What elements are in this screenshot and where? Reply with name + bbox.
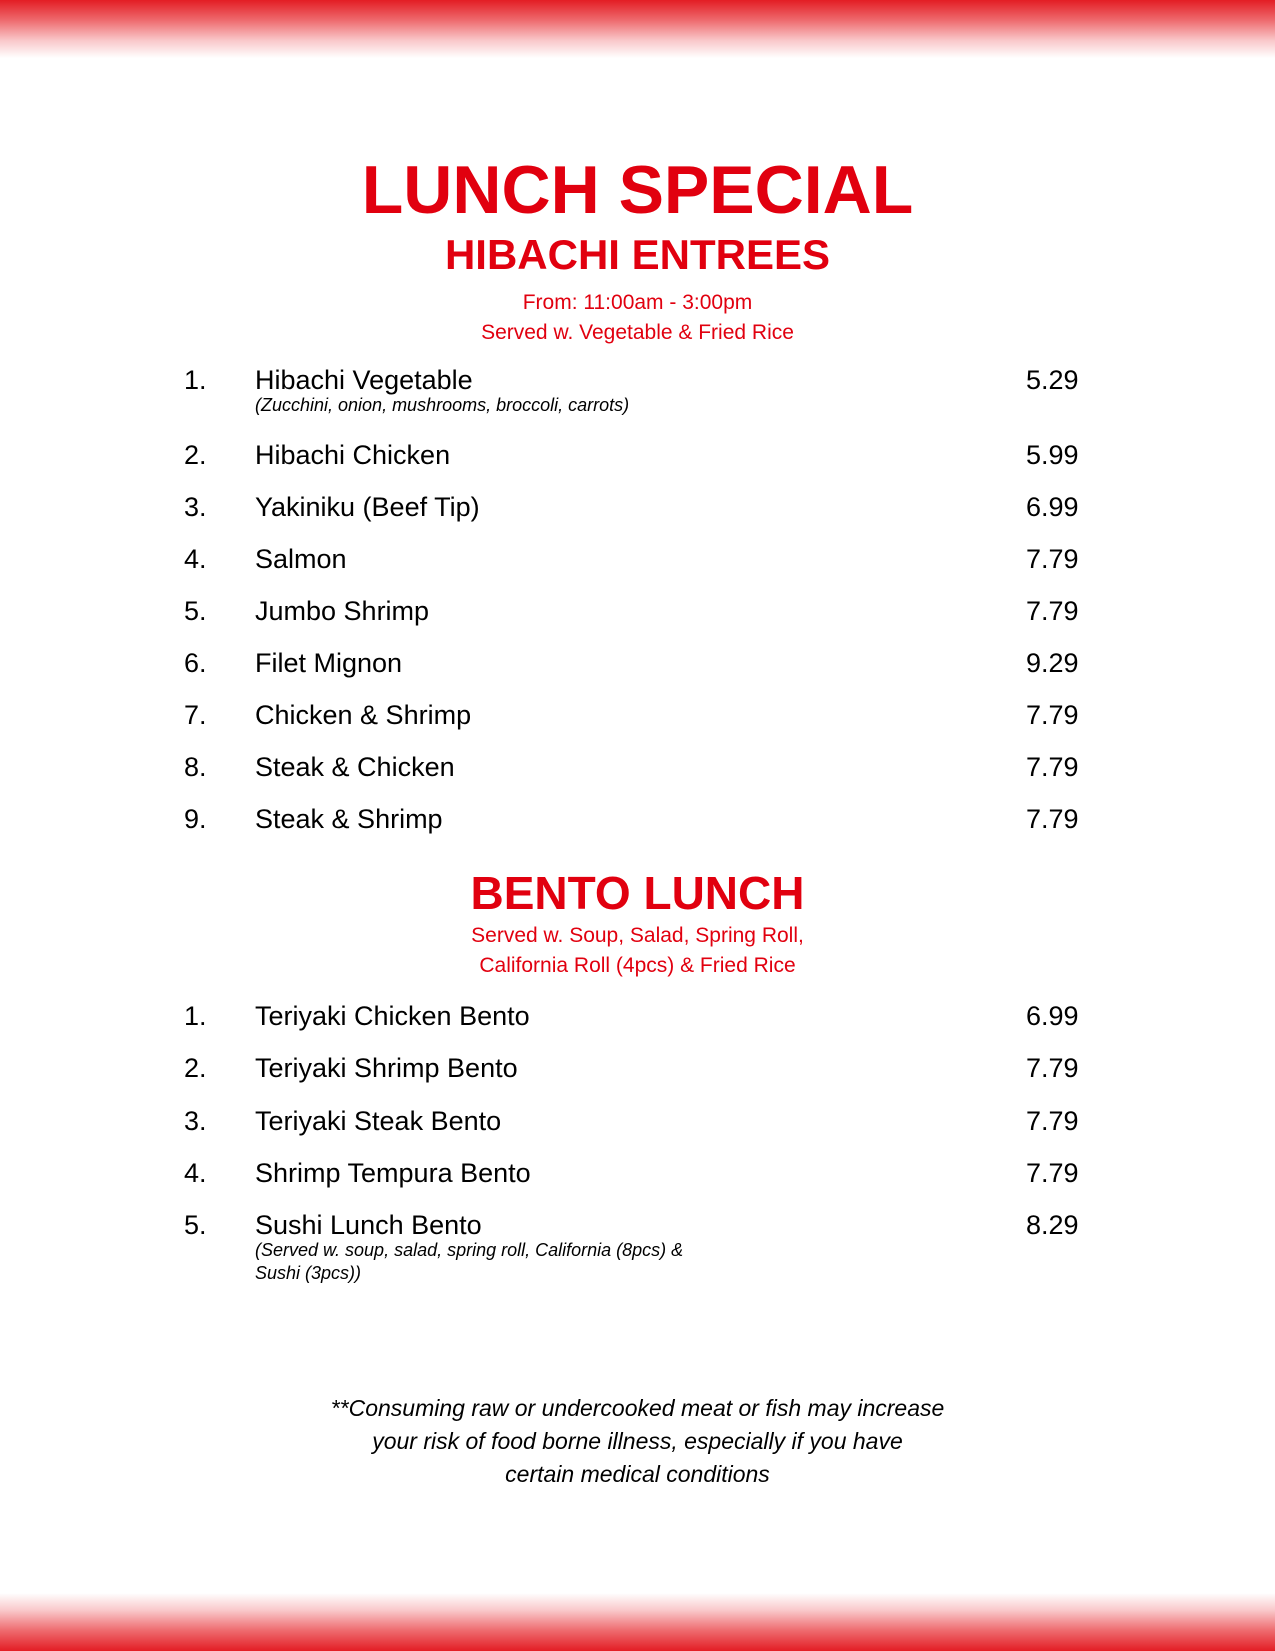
item-price: 7.79 xyxy=(1026,1158,1079,1188)
item-name: Teriyaki Shrimp Bento xyxy=(255,1053,518,1083)
item-name: Teriyaki Chicken Bento xyxy=(255,1001,530,1031)
top-red-band xyxy=(0,0,1275,58)
item-number: 3. xyxy=(184,1106,207,1136)
item-number: 7. xyxy=(184,700,207,730)
menu-item xyxy=(0,803,1275,843)
item-name: Chicken & Shrimp xyxy=(255,700,472,730)
section-title-bento: BENTO LUNCH xyxy=(470,867,805,919)
menu-item xyxy=(0,699,1275,739)
item-number: 1. xyxy=(184,1001,207,1031)
item-price: 5.29 xyxy=(1026,365,1079,395)
menu-item xyxy=(0,647,1275,687)
item-name: Steak & Chicken xyxy=(255,752,455,782)
item-name: Yakiniku (Beef Tip) xyxy=(255,492,480,522)
item-name: Hibachi Chicken xyxy=(255,440,451,470)
menu-item xyxy=(0,1052,1275,1092)
item-number: 2. xyxy=(184,440,207,470)
item-price: 5.99 xyxy=(1026,440,1079,470)
item-number: 4. xyxy=(184,1158,207,1188)
bento-served-with-note: California Roll (4pcs) & Fried Rice xyxy=(479,954,796,977)
item-name: Salmon xyxy=(255,544,347,574)
menu-item xyxy=(0,439,1275,479)
item-price: 7.79 xyxy=(1026,1106,1079,1136)
item-number: 5. xyxy=(184,1210,207,1240)
item-name: Shrimp Tempura Bento xyxy=(255,1158,531,1188)
menu-item xyxy=(0,595,1275,635)
item-number: 2. xyxy=(184,1053,207,1083)
hibachi-served-with-note: Served w. Vegetable & Fried Rice xyxy=(481,321,794,344)
menu-item xyxy=(0,1157,1275,1197)
item-description: (Zucchini, onion, mushrooms, broccoli, carrots) xyxy=(255,395,630,415)
item-price: 7.79 xyxy=(1026,804,1079,834)
section-title-hibachi: HIBACHI ENTREES xyxy=(444,231,831,278)
menu-item xyxy=(0,543,1275,583)
disclaimer-line: **Consuming raw or undercooked meat or fish may increase xyxy=(330,1395,945,1421)
item-price: 7.79 xyxy=(1026,1053,1079,1083)
item-price: 6.99 xyxy=(1026,492,1079,522)
item-name: Teriyaki Steak Bento xyxy=(255,1106,502,1136)
menu-item xyxy=(0,1209,1275,1289)
item-description: (Served w. soup, salad, spring roll, California (8pcs) & xyxy=(255,1240,684,1260)
menu-item xyxy=(0,1000,1275,1040)
menu-title: LUNCH SPECIAL xyxy=(361,152,914,228)
food-safety-disclaimer xyxy=(0,1392,1275,1491)
item-price: 7.79 xyxy=(1026,700,1079,730)
item-name: Sushi Lunch Bento xyxy=(255,1210,482,1240)
item-number: 4. xyxy=(184,544,207,574)
item-number: 8. xyxy=(184,752,207,782)
hours-note: From: 11:00am - 3:00pm xyxy=(522,291,753,314)
item-price: 8.29 xyxy=(1026,1210,1079,1240)
item-description: Sushi (3pcs)) xyxy=(255,1263,362,1283)
item-number: 9. xyxy=(184,804,207,834)
item-number: 3. xyxy=(184,492,207,522)
item-number: 5. xyxy=(184,596,207,626)
item-price: 9.29 xyxy=(1026,648,1079,678)
item-price: 7.79 xyxy=(1026,752,1079,782)
item-price: 6.99 xyxy=(1026,1001,1079,1031)
menu-item xyxy=(0,364,1275,415)
disclaimer-line: certain medical conditions xyxy=(505,1461,770,1487)
menu-item xyxy=(0,1105,1275,1145)
item-number: 6. xyxy=(184,648,207,678)
item-name: Jumbo Shrimp xyxy=(255,596,430,626)
bottom-red-band xyxy=(0,1593,1275,1651)
item-number: 1. xyxy=(184,365,207,395)
menu-item xyxy=(0,491,1275,531)
menu-item xyxy=(0,751,1275,791)
bento-served-with-note: Served w. Soup, Salad, Spring Roll, xyxy=(471,924,804,947)
item-name: Filet Mignon xyxy=(255,648,403,678)
item-price: 7.79 xyxy=(1026,544,1079,574)
item-name: Hibachi Vegetable xyxy=(255,365,473,395)
item-name: Steak & Shrimp xyxy=(255,804,443,834)
item-price: 7.79 xyxy=(1026,596,1079,626)
disclaimer-line: your risk of food borne illness, especially if you have xyxy=(372,1428,903,1454)
